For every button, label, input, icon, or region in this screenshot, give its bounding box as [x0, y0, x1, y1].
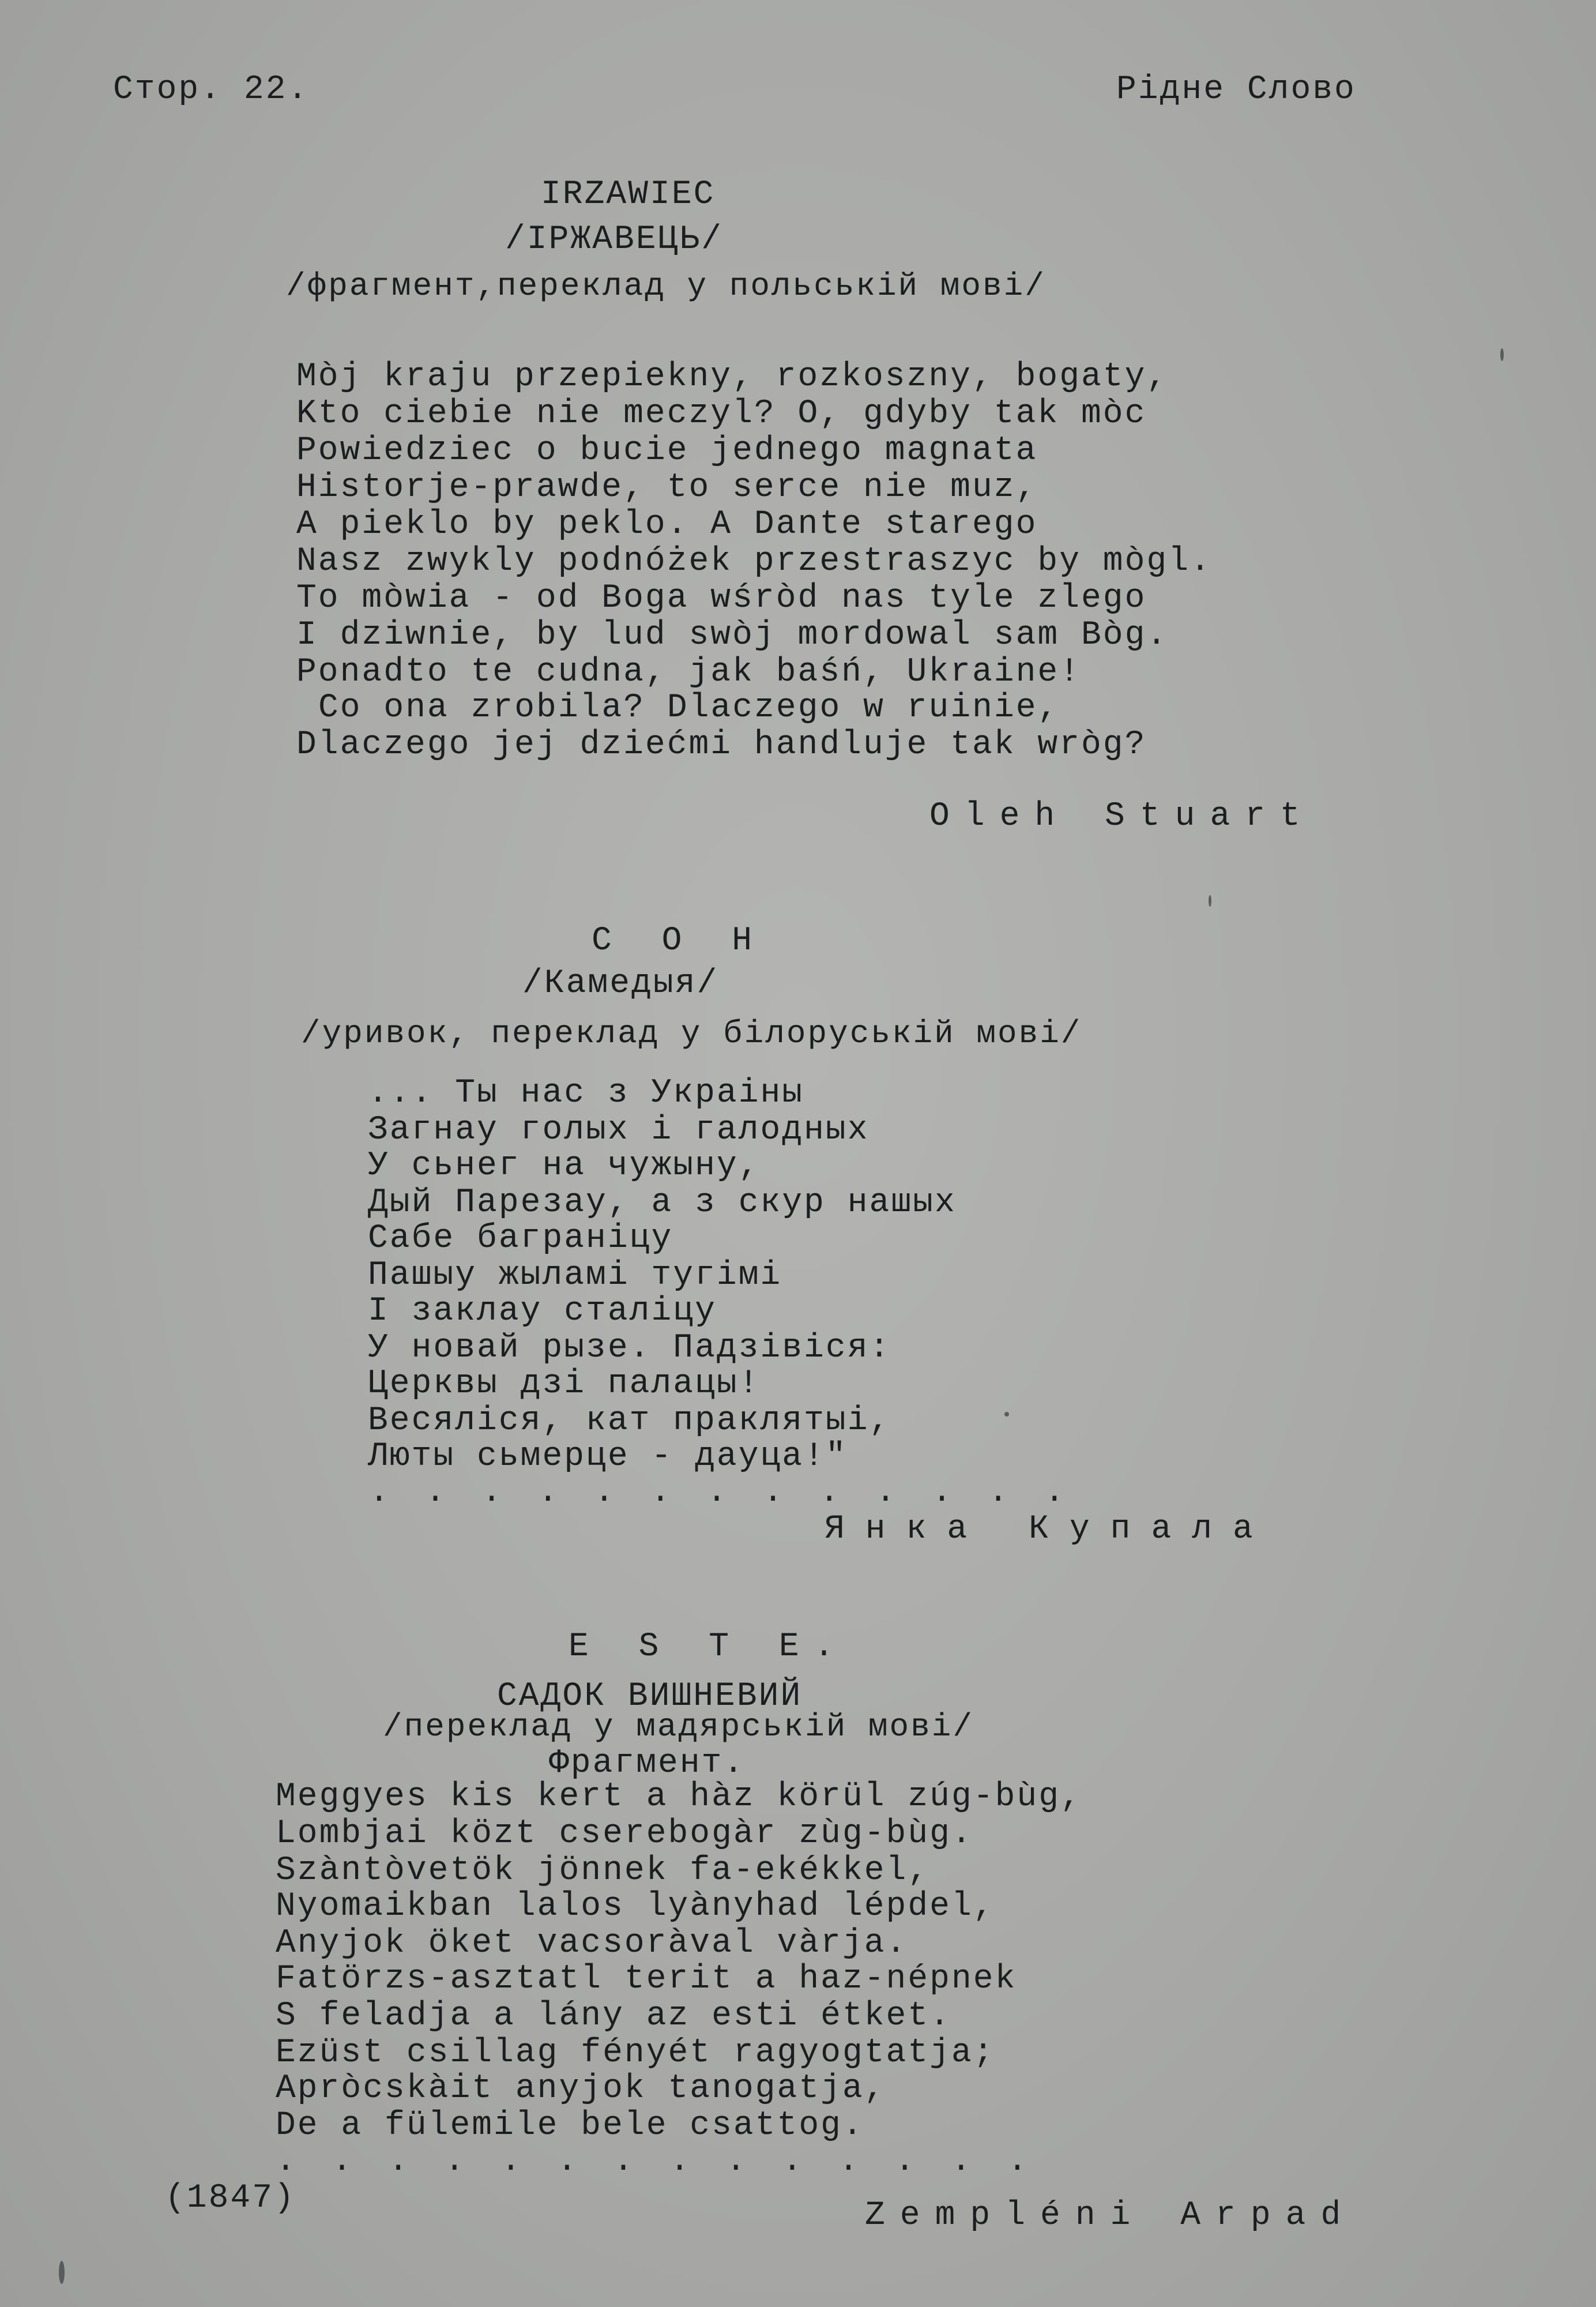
poem-line: Szàntòvetök jönnek fa-ekékkel,: [276, 1852, 930, 1889]
poem-line: Ezüst csillag fényét ragyogtatja;: [276, 2034, 995, 2072]
poem-line: Люты сьмерце - дауца!": [368, 1438, 848, 1475]
section1-author: Oleh Stuart: [929, 798, 1315, 835]
paper-speck: [1500, 348, 1504, 361]
poem-line: Весяліся, кат праклятыі,: [368, 1402, 891, 1440]
poem-line: Powiedziec o bucie jednego magnata: [296, 432, 1038, 469]
section1-title: IRZAWIEC: [541, 176, 716, 213]
ellipsis-dots: . . . . . . . . . . . . .: [369, 1474, 1073, 1511]
poem-line: Fatörzs-asztatl terit a haz-népnek: [276, 1960, 1017, 1998]
section3-subtitle: САДОК ВИШНЕВИЙ: [497, 1678, 803, 1715]
section3-year: (1847): [165, 2180, 296, 2217]
poem-line: I dziwnie, by lud swòj mordowal sam Bòg.: [296, 617, 1169, 654]
poem-line: Co ona zrobila? Dlaczego w ruinie,: [318, 689, 1060, 727]
poem-line: Nasz zwykly podnóżek przestraszyc by mògl.: [296, 543, 1212, 580]
poem-line: Meggyes kis kert a hàz körül zúg-bùg,: [276, 1778, 1082, 1816]
poem-line: To mòwia - od Boga wśròd nas tyle zlego: [296, 580, 1147, 617]
poem-line: Nyomaikban lalos lyànyhad lépdel,: [276, 1888, 995, 1925]
poem-line: Kto ciebie nie meczyl? O, gdyby tak mòc: [296, 395, 1147, 433]
poem-line: Mòj kraju przepiekny, rozkoszny, bogaty,: [296, 358, 1169, 396]
ellipsis-dots: . . . . . . . . . . . . . .: [276, 2143, 1036, 2180]
poem-line: У сьнег на чужыну,: [368, 1147, 761, 1185]
paper-speck: [59, 2261, 65, 2284]
poem-line: І заклау сталіцу: [368, 1292, 717, 1330]
section3-note: /переклад у мадярській мові/: [383, 1708, 974, 1745]
section2-title: С О Н: [592, 922, 767, 960]
paper-speck: [1209, 895, 1211, 907]
poem-line: Ponadto te cudna, jak baśń, Ukraine!: [296, 653, 1082, 691]
section1-subtitle: /IРЖАВЕЦЬ/: [505, 221, 724, 258]
poem-line: Церквы дзі палацы!: [368, 1365, 761, 1403]
section2-note: /уривок, переклад у білоруській мові/: [301, 1015, 1082, 1052]
section3-title: E S T E.: [569, 1628, 849, 1666]
paper-speck: [1004, 1412, 1009, 1416]
section2-subtitle: /Камедыя/: [522, 965, 719, 1002]
poem-line: A pieklo by peklo. A Dante starego: [296, 506, 1038, 543]
poem-line: Пашыу жыламі тугімі: [368, 1257, 782, 1294]
poem-line: Apròcskàit anyjok tanogatja,: [276, 2070, 886, 2107]
poem-line: Lombjai közt cserebogàr zùg-bùg.: [276, 1815, 973, 1853]
page-number: Стор. 22.: [113, 71, 310, 108]
poem-line: Anyjok öket vacsoràval vàrja.: [276, 1925, 908, 1962]
poem-line: S feladja a lány az esti étket.: [276, 1997, 951, 2035]
section3-fragment-label: Фрагмент.: [549, 1745, 746, 1782]
poem-line: Загнау голых і галодных: [368, 1111, 869, 1149]
poem-line: Сабе баграніцу: [368, 1220, 673, 1257]
section2-author: Янка Купала: [825, 1511, 1274, 1548]
poem-line: Дый Парезау, а з скур нашых: [368, 1184, 957, 1222]
poem-line: Historje-prawde, to serce nie muz,: [296, 469, 1038, 506]
poem-line: У новай рызе. Падзівіся:: [368, 1329, 891, 1367]
poem-line: ... Ты нас з Украіны: [368, 1074, 804, 1112]
publication-name: Рідне Слово: [1116, 71, 1356, 108]
section3-author: Zempléni Arpad: [865, 2197, 1356, 2234]
poem-line: De a fülemile bele csattog.: [276, 2107, 864, 2144]
poem-line: Dlaczego jej dziećmi handluje tak wròg?: [296, 726, 1147, 764]
section1-note: /фрагмент,переклад у польській мові/: [286, 268, 1046, 305]
